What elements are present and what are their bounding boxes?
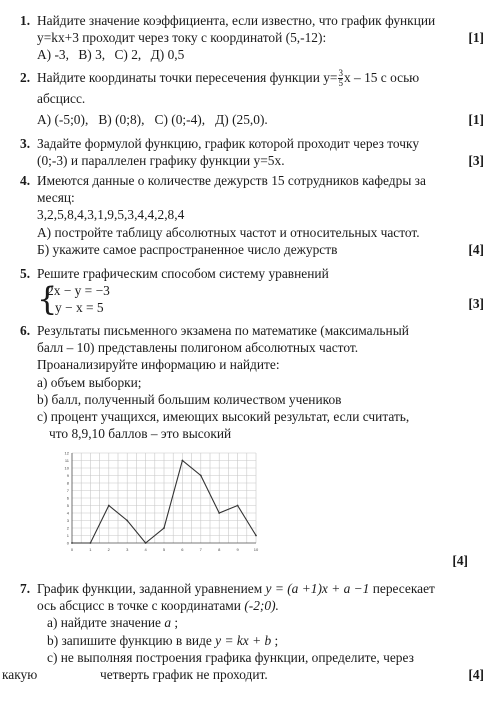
data-point bbox=[163, 527, 165, 529]
task-text bbox=[37, 29, 484, 46]
y-tick-label: 12 bbox=[64, 450, 69, 456]
fraction bbox=[338, 69, 343, 88]
points-badge: [3] bbox=[468, 153, 484, 169]
points-badge: [4] bbox=[468, 667, 484, 682]
task-text: Решите графическим способом систему уравнений bbox=[37, 266, 329, 281]
task-text: А) постройте таблицу абсолютных частот и относительных частот. bbox=[37, 224, 420, 240]
equation: y = (a +1)x + a −1 bbox=[265, 581, 370, 596]
sub-question-a: a) объем выборки; bbox=[37, 374, 142, 390]
option-a: A) -3, bbox=[37, 47, 69, 63]
task-text: Результаты письменного экзамена по математике (максимальный bbox=[37, 323, 409, 338]
x-tick-label: 8 bbox=[218, 547, 221, 552]
y-tick-label: 6 bbox=[66, 495, 69, 501]
y-tick-label: 2 bbox=[66, 525, 69, 531]
task-text-part: (0;-3) и параллелен графику функции y=5x. bbox=[37, 153, 285, 169]
y-tick-label: 8 bbox=[66, 480, 69, 486]
equation-system bbox=[37, 280, 484, 319]
task-text-part: b) запишите функцию в виде bbox=[47, 632, 216, 648]
variable: a bbox=[164, 615, 172, 631]
task-text bbox=[37, 580, 484, 597]
task-text-part: ; bbox=[171, 615, 179, 631]
y-tick-label: 10 bbox=[64, 465, 69, 471]
chart-svg bbox=[60, 449, 260, 553]
y-tick-label: 7 bbox=[66, 488, 69, 493]
task-3 bbox=[20, 135, 484, 169]
task-number: 3. bbox=[20, 136, 31, 151]
task-text: Проанализируйте информацию и найдите: bbox=[37, 357, 280, 373]
equation: y = kx + b bbox=[215, 632, 272, 648]
points-badge: [4] bbox=[468, 241, 484, 257]
task-2 bbox=[20, 69, 484, 128]
task-4 bbox=[20, 172, 484, 258]
equation-1: 2x − y = −3 bbox=[47, 283, 110, 299]
data-point bbox=[126, 520, 128, 522]
y-tick-label: 1 bbox=[66, 533, 69, 538]
x-tick-label: 1 bbox=[89, 547, 92, 552]
task-text-part: Найдите координаты точки пересечения функции y= bbox=[37, 70, 338, 85]
x-tick-label: 7 bbox=[199, 547, 202, 552]
points-badge: [1] bbox=[468, 30, 484, 46]
task-text: Найдите значение коэффициента, если известно, что график функции bbox=[37, 13, 436, 28]
data-point bbox=[145, 542, 147, 544]
task-7 bbox=[20, 580, 484, 666]
answer-options bbox=[37, 46, 484, 63]
task-text-part: Б) укажите самое распространенное число дежурств bbox=[37, 241, 338, 257]
sub-question-b: b) балл, полученный большим количеством учеников bbox=[37, 391, 342, 407]
coordinates: (-2;0). bbox=[244, 598, 279, 614]
data-series: 3,2,5,8,4,3,1,9,5,3,4,4,2,8,4 bbox=[37, 207, 185, 223]
task-text-part: четверть график не проходит. bbox=[100, 667, 268, 682]
task-7-last-line bbox=[2, 666, 484, 683]
fraction-denominator: 5 bbox=[338, 78, 343, 89]
x-tick-label: 10 bbox=[253, 547, 259, 552]
task-text-part: График функции, заданной уравнением bbox=[37, 581, 266, 596]
y-tick-label: 11 bbox=[64, 458, 69, 463]
task-text-part: какую bbox=[2, 667, 38, 682]
task-text-part: ось абсцисс в точке с координатами bbox=[37, 598, 245, 614]
points-badge: [1] bbox=[468, 111, 484, 127]
x-tick-label: 6 bbox=[181, 547, 184, 552]
y-tick-label: 5 bbox=[66, 503, 69, 508]
task-5 bbox=[20, 265, 484, 317]
task-text: абсцисс. bbox=[37, 91, 86, 107]
task-number: 1. bbox=[20, 13, 31, 28]
points-badge: [3] bbox=[468, 296, 484, 311]
sub-question-b bbox=[37, 632, 484, 649]
x-tick-label: 2 bbox=[107, 547, 110, 552]
x-tick-label: 9 bbox=[236, 547, 239, 552]
data-point bbox=[255, 535, 257, 537]
sub-question-c: c) процент учащихся, имеющих высокий результат, если считать, bbox=[37, 409, 410, 425]
y-tick-label: 4 bbox=[66, 510, 69, 516]
x-tick-label: 0 bbox=[70, 547, 74, 552]
task-text bbox=[37, 241, 484, 258]
task-text-part: ; bbox=[271, 632, 279, 648]
task-text-part: x – 15 с осью bbox=[343, 70, 420, 85]
equation-2: y − x = 5 bbox=[55, 300, 104, 316]
brace-symbol: { bbox=[37, 280, 58, 319]
data-point bbox=[218, 512, 220, 514]
data-point bbox=[90, 542, 92, 544]
sub-question-c-cont: что 8,9,10 баллов – это высокий bbox=[49, 426, 232, 442]
task-number: 6. bbox=[20, 323, 31, 338]
y-tick-label: 9 bbox=[66, 473, 69, 478]
answer-options bbox=[37, 111, 484, 128]
data-point bbox=[71, 542, 73, 544]
y-tick-label: 0 bbox=[66, 540, 69, 546]
task-text-part: пересекает bbox=[369, 581, 435, 596]
task-text bbox=[37, 152, 484, 169]
data-point bbox=[237, 505, 239, 507]
sub-question-c: c) не выполняя построения графика функции, определите, через bbox=[47, 649, 414, 665]
data-point bbox=[182, 460, 184, 462]
sub-question-a bbox=[37, 614, 484, 631]
task-text: балл – 10) представлены полигоном абсолютных частот. bbox=[37, 340, 359, 356]
y-tick-label: 3 bbox=[66, 518, 69, 523]
points-badge: [4] bbox=[452, 553, 468, 568]
task-number: 2. bbox=[20, 70, 31, 85]
data-point bbox=[200, 475, 202, 477]
task-number: 7. bbox=[20, 581, 31, 596]
task-text: месяц: bbox=[37, 190, 75, 206]
task-text: Задайте формулой функцию, график которой проходит через точку bbox=[37, 136, 420, 151]
task-number: 5. bbox=[20, 266, 31, 281]
x-tick-label: 3 bbox=[126, 547, 129, 552]
data-point bbox=[108, 505, 110, 507]
sub-question-c-cont bbox=[2, 666, 484, 683]
option-c: C) 2, bbox=[114, 47, 142, 63]
option-d: Д) 0,5 bbox=[150, 47, 185, 63]
task-text-part: a) найдите значение bbox=[47, 615, 165, 631]
x-tick-label: 5 bbox=[162, 547, 166, 552]
task-number: 4. bbox=[20, 173, 31, 188]
option-b: B) 3, bbox=[78, 47, 106, 63]
task-text: Имеются данные о количестве дежурств 15 сотрудников кафедры за bbox=[37, 173, 426, 188]
fraction-numerator: 3 bbox=[338, 68, 343, 79]
options-text: A) (-5;0), B) (0;8), C) (0;-4), Д) (25,0). bbox=[37, 111, 268, 127]
task-text bbox=[37, 597, 484, 614]
task-text bbox=[37, 69, 484, 88]
x-tick-label: 4 bbox=[144, 547, 147, 552]
task-6 bbox=[20, 322, 484, 442]
frequency-polygon-chart bbox=[60, 449, 260, 553]
task-1 bbox=[20, 12, 484, 64]
task-text-part: y=kx+3 проходит через току с координатой (5,-12): bbox=[37, 30, 327, 46]
